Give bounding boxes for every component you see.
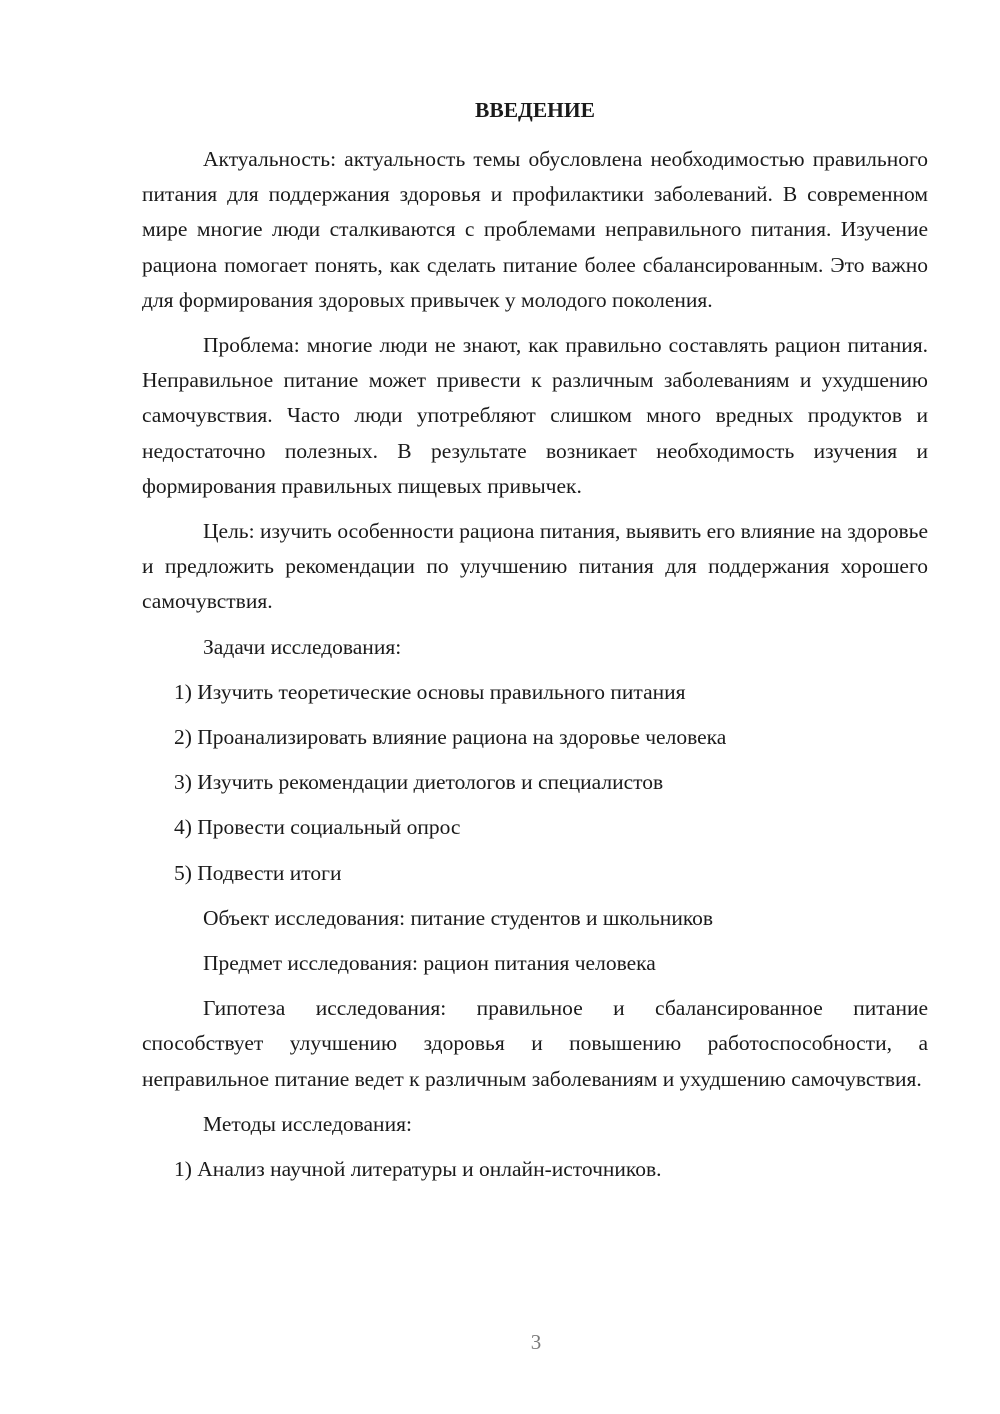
subject-line: Предмет исследования: рацион питания человека [203,951,656,976]
list-item: 1) Анализ научной литературы и онлайн-источников. [174,1157,662,1182]
list-item: 4) Провести социальный опрос [174,815,461,840]
tasks-list [142,675,928,891]
object-line: Объект исследования: питание студентов и школьников [203,905,714,930]
list-item: 3) Изучить рекомендации диетологов и специалистов [174,770,664,795]
problem-paragraph: Проблема: многие люди не знают, как правильно составлять рацион питания. Неправильное питание может привести к различным заболеваниям и ухудшению самочувствия. Часто люди употребляют слишком много вредных продуктов и недостаточно полезных. В результате возникает необходимость изучения и формирования правильных пищевых привычек. [142,333,928,498]
hypothesis-paragraph: Гипотеза исследования: правильное и сбалансированное питание способствует улучшению здоровья и повышению работоспособности, а неправильное питание ведет к различным заболеваниям и ухудшению самочувствия. [142,996,928,1091]
relevance-paragraph: Актуальность: актуальность темы обусловлена необходимостью правильного питания для поддержания здоровья и профилактики заболеваний. В современном мире многие люди сталкиваются с проблемами неправильного питания. Изучение рациона помогает понять, как сделать питание более сбалансированным. Это важно для формирования здоровых привычек у молодого поколения. [142,147,928,312]
page-number: 3 [530,1330,542,1354]
methods-list [142,1152,928,1187]
section-title: ВВЕДЕНИЕ [475,98,595,122]
list-item: 1) Изучить теоретические основы правильного питания [174,679,686,704]
list-item: 2) Проанализировать влияние рациона на здоровье человека [174,725,727,750]
methods-heading: Методы исследования: [203,1111,412,1136]
document-page [142,88,928,1197]
tasks-heading: Задачи исследования: [203,634,402,659]
goal-paragraph: Цель: изучить особенности рациона питания, выявить его влияние на здоровье и предложить рекомендации по улучшению питания для поддержания хорошего самочувствия. [142,519,928,614]
list-item: 5) Подвести итоги [174,860,342,885]
